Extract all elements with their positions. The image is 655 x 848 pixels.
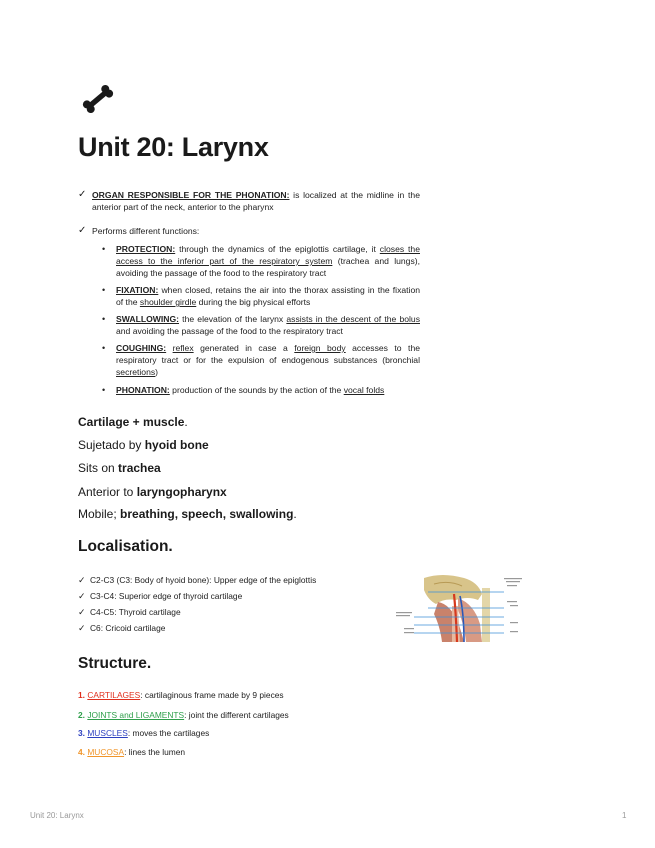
phonation-link: vocal folds bbox=[343, 385, 385, 395]
check-icon: ✓ bbox=[78, 189, 87, 200]
bullet-icon: • bbox=[102, 314, 106, 324]
protection-label: PROTECTION: bbox=[116, 244, 176, 254]
phonation-label: PHONATION: bbox=[116, 385, 170, 395]
fact2-pre: Sujetado by bbox=[78, 438, 145, 452]
function-item-phonation bbox=[102, 384, 420, 396]
bullet-icon: • bbox=[102, 343, 106, 353]
coughing-link3: secretions bbox=[116, 367, 156, 377]
bullet-icon: • bbox=[102, 244, 106, 254]
localisation-heading: Localisation. bbox=[78, 538, 173, 555]
structure-item-muscles bbox=[78, 728, 209, 738]
swallowing-post: and avoiding the passage of the food to the respiratory tract bbox=[116, 326, 343, 336]
fact5-bold: breathing, speech, swallowing bbox=[120, 507, 294, 521]
function-item-protection bbox=[102, 243, 420, 279]
structure-text: : cartilaginous frame made by 9 pieces bbox=[140, 690, 284, 700]
fixation-pre: when closed, retains the air into the thorax assisting in the fixation of the bbox=[116, 285, 420, 307]
fact5-pre: Mobile; bbox=[78, 507, 121, 521]
footer-title: Unit 20: Larynx bbox=[30, 811, 84, 820]
structure-label: JOINTS and LIGAMENTS bbox=[87, 710, 185, 720]
structure-num: 4. bbox=[78, 747, 85, 757]
check-icon: ✓ bbox=[78, 225, 87, 236]
structure-num: 2. bbox=[78, 710, 85, 720]
fact1-post: . bbox=[184, 415, 188, 429]
function-item-swallowing bbox=[102, 313, 420, 337]
fact4-bold: laryngopharynx bbox=[136, 485, 227, 499]
organ-label: ORGAN RESPONSIBLE FOR THE PHONATION: bbox=[92, 190, 290, 200]
phonation-pre: production of the sounds by the action of the bbox=[169, 385, 344, 395]
check-icon: ✓ bbox=[78, 591, 86, 601]
structure-item-joints bbox=[78, 710, 289, 720]
function-item-fixation bbox=[102, 284, 420, 308]
fact-trachea bbox=[78, 461, 161, 475]
coughing-end: ) bbox=[155, 367, 159, 377]
coughing-label: COUGHING: bbox=[116, 343, 167, 353]
localisation-text: C2-C3 (C3: Body of hyoid bone): Upper edge of the epiglottis bbox=[90, 575, 317, 585]
check-icon: ✓ bbox=[78, 607, 86, 617]
structure-label: MUCOSA bbox=[87, 747, 125, 757]
fixation-label: FIXATION: bbox=[116, 285, 159, 295]
fact-hyoid bbox=[78, 438, 209, 452]
fact-mobile bbox=[78, 507, 297, 521]
organ-text: is localized at the midline in the anterior part of the neck, anterior to the pharynx bbox=[92, 190, 420, 212]
structure-label: CARTILAGES bbox=[87, 690, 141, 700]
structure-heading: Structure. bbox=[78, 655, 152, 672]
fact5-post: . bbox=[293, 507, 297, 521]
fact3-bold: trachea bbox=[118, 461, 161, 475]
check-icon: ✓ bbox=[78, 623, 86, 633]
bullet-icon: • bbox=[102, 285, 106, 295]
structure-num: 3. bbox=[78, 728, 85, 738]
structure-num: 1. bbox=[78, 690, 85, 700]
function-item-coughing bbox=[102, 342, 420, 378]
larynx-anatomy-image bbox=[394, 574, 534, 642]
fact2-bold: hyoid bone bbox=[144, 438, 209, 452]
fixation-link: shoulder girdle bbox=[139, 297, 197, 307]
functions-intro-text: Performs different functions: bbox=[92, 226, 200, 236]
localisation-text: C6: Cricoid cartilage bbox=[90, 623, 166, 633]
localisation-item bbox=[78, 591, 242, 601]
coughing-post: accesses to the respiratory tract or for the expulsion of endogenous substances (bronchial bbox=[116, 343, 421, 365]
swallowing-pre: the elevation of the larynx bbox=[179, 314, 287, 324]
localisation-text: C4-C5: Thyroid cartilage bbox=[90, 607, 181, 617]
localisation-text: C3-C4: Superior edge of thyroid cartilage bbox=[90, 591, 243, 601]
swallowing-link: assists in the descent of the bolus bbox=[286, 314, 420, 324]
intro-item-functions bbox=[78, 225, 420, 237]
fixation-post: during the big physical efforts bbox=[196, 297, 311, 307]
protection-pre: through the dynamics of the epiglottis cartilage, it bbox=[175, 244, 380, 254]
structure-text: : lines the lumen bbox=[124, 747, 186, 757]
footer-page-number: 1 bbox=[622, 811, 627, 820]
bone-icon bbox=[80, 84, 116, 114]
check-icon: ✓ bbox=[78, 575, 86, 585]
fact4-pre: Anterior to bbox=[78, 485, 137, 499]
localisation-item bbox=[78, 623, 165, 633]
fact-cartilage-muscle bbox=[78, 415, 188, 429]
localisation-item bbox=[78, 607, 181, 617]
structure-item-cartilages bbox=[78, 690, 284, 700]
swallowing-label: SWALLOWING: bbox=[116, 314, 180, 324]
structure-label: MUSCLES bbox=[87, 728, 128, 738]
localisation-item bbox=[78, 575, 316, 585]
coughing-link2: foreign body bbox=[294, 343, 346, 353]
coughing-link: reflex bbox=[172, 343, 194, 353]
fact3-pre: Sits on bbox=[78, 461, 119, 475]
intro-item-organ bbox=[78, 189, 420, 213]
protection-link: closes the access to the inferior part of the respiratory system bbox=[116, 244, 420, 266]
fact1-bold: Cartilage + muscle bbox=[78, 415, 185, 429]
structure-text: : joint the different cartilages bbox=[184, 710, 289, 720]
bullet-icon: • bbox=[102, 385, 106, 395]
fact-laryngopharynx bbox=[78, 485, 227, 499]
structure-text: : moves the cartilages bbox=[127, 728, 210, 738]
page-title: Unit 20: Larynx bbox=[78, 132, 269, 162]
structure-item-mucosa bbox=[78, 747, 185, 757]
protection-post: (trachea and lungs), avoiding the passage of the food to the respiratory tract bbox=[116, 256, 420, 278]
coughing-mid: generated in case a bbox=[193, 343, 295, 353]
